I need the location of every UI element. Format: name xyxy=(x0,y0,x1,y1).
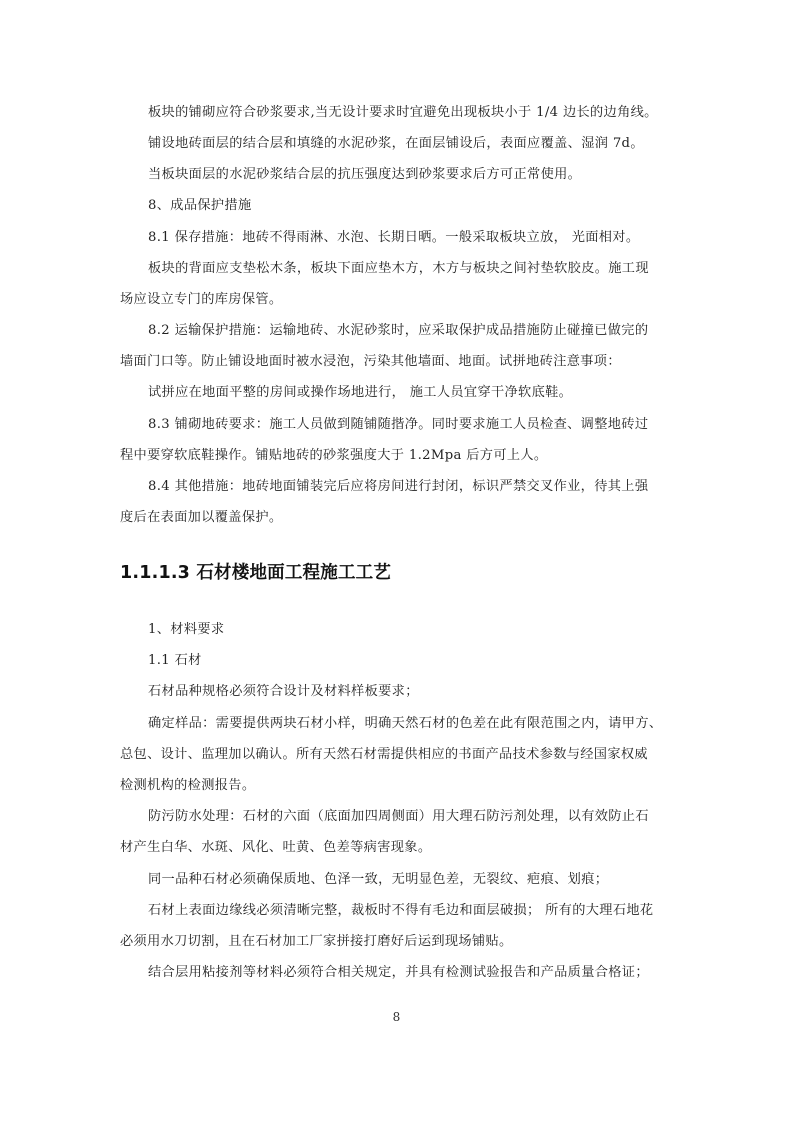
paragraph-line: 程中要穿软底鞋操作。铺贴地砖的砂浆强度大于 1.2Mpa 后方可上人。 xyxy=(120,448,548,463)
paragraph-line: 8.4 其他措施：地砖地面铺装完后应将房间进行封闭，标识严禁交叉作业，待其上强 xyxy=(148,479,649,494)
paragraph-line: 结合层用粘接剂等材料必须符合相关规定，并具有检测试验报告和产品质量合格证； xyxy=(148,965,649,980)
paragraph-line: 铺设地砖面层的结合层和填缝的水泥砂浆，在面层铺设后，表面应覆盖、湿润 7d。 xyxy=(148,136,644,151)
paragraph-line: 总包、设计、监理加以确认。所有天然石材需提供相应的书面产品技术参数与经国家权威 xyxy=(120,747,648,762)
paragraph-line: 当板块面层的水泥砂浆结合层的抗压强度达到砂浆要求后方可正常使用。 xyxy=(148,167,582,182)
page-number: 8 xyxy=(392,1010,401,1024)
paragraph-line: 8.3 铺砌地砖要求：施工人员做到随铺随揩净。同时要求施工人员检查、调整地砖过 xyxy=(148,417,649,432)
paragraph-line: 确定样品：需要提供两块石材小样，明确天然石材的色差在此有限范围之内，请甲方、 xyxy=(148,716,663,731)
paragraph-line: 同一品种石材必须确保质地、色泽一致，无明显色差，无裂纹、疤痕、划痕； xyxy=(148,872,609,887)
section-title: 1、材料要求 xyxy=(148,622,225,637)
paragraph-line: 必须用水刀切割，且在石材加工厂家拼接打磨好后运到现场铺贴。 xyxy=(120,934,513,949)
paragraph-line: 石材上表面边缘线必须清晰完整，裁板时不得有毛边和面层破损； 所有的大理石地花 xyxy=(148,903,654,918)
paragraph-line: 8.2 运输保护措施：运输地砖、水泥砂浆时，应采取保护成品措施防止碰撞已做完的 xyxy=(148,323,649,338)
section-heading: 1.1.1.3 石材楼地面工程施工工艺 xyxy=(120,563,392,583)
paragraph-line: 度后在表面加以覆盖保护。 xyxy=(120,510,283,525)
paragraph-line: 板块的背面应支垫松木条，板块下面应垫木方，木方与板块之间衬垫软胶皮。施工现 xyxy=(148,261,649,276)
paragraph-line: 材产生白华、水斑、风化、吐黄、色差等病害现象。 xyxy=(120,840,432,855)
subsection-title: 1.1 石材 xyxy=(148,653,202,668)
paragraph-line: 试拼应在地面平整的房间或操作场地进行， 施工人员宜穿干净软底鞋。 xyxy=(148,385,573,400)
paragraph-line: 场应设立专门的库房保管。 xyxy=(120,292,283,307)
paragraph-line: 墙面门口等。防止铺设地面时被水浸泡，污染其他墙面、地面。试拼地砖注意事项： xyxy=(120,354,621,369)
paragraph-line: 板块的铺砌应符合砂浆要求,当无设计要求时宜避免出现板块小于 1/4 边长的边角线。 xyxy=(148,105,658,120)
paragraph-line: 石材品种规格必须符合设计及材料样板要求； xyxy=(148,684,419,699)
section-title: 8、成品保护措施 xyxy=(148,198,252,213)
paragraph-line: 8.1 保存措施：地砖不得雨淋、水泡、长期日晒。一般采取板块立放， 光面相对。 xyxy=(148,230,640,245)
paragraph-line: 防污防水处理：石材的六面（底面加四周侧面）用大理石防污剂处理，以有效防止石 xyxy=(148,809,649,824)
paragraph-line: 检测机构的检测报告。 xyxy=(120,778,256,793)
